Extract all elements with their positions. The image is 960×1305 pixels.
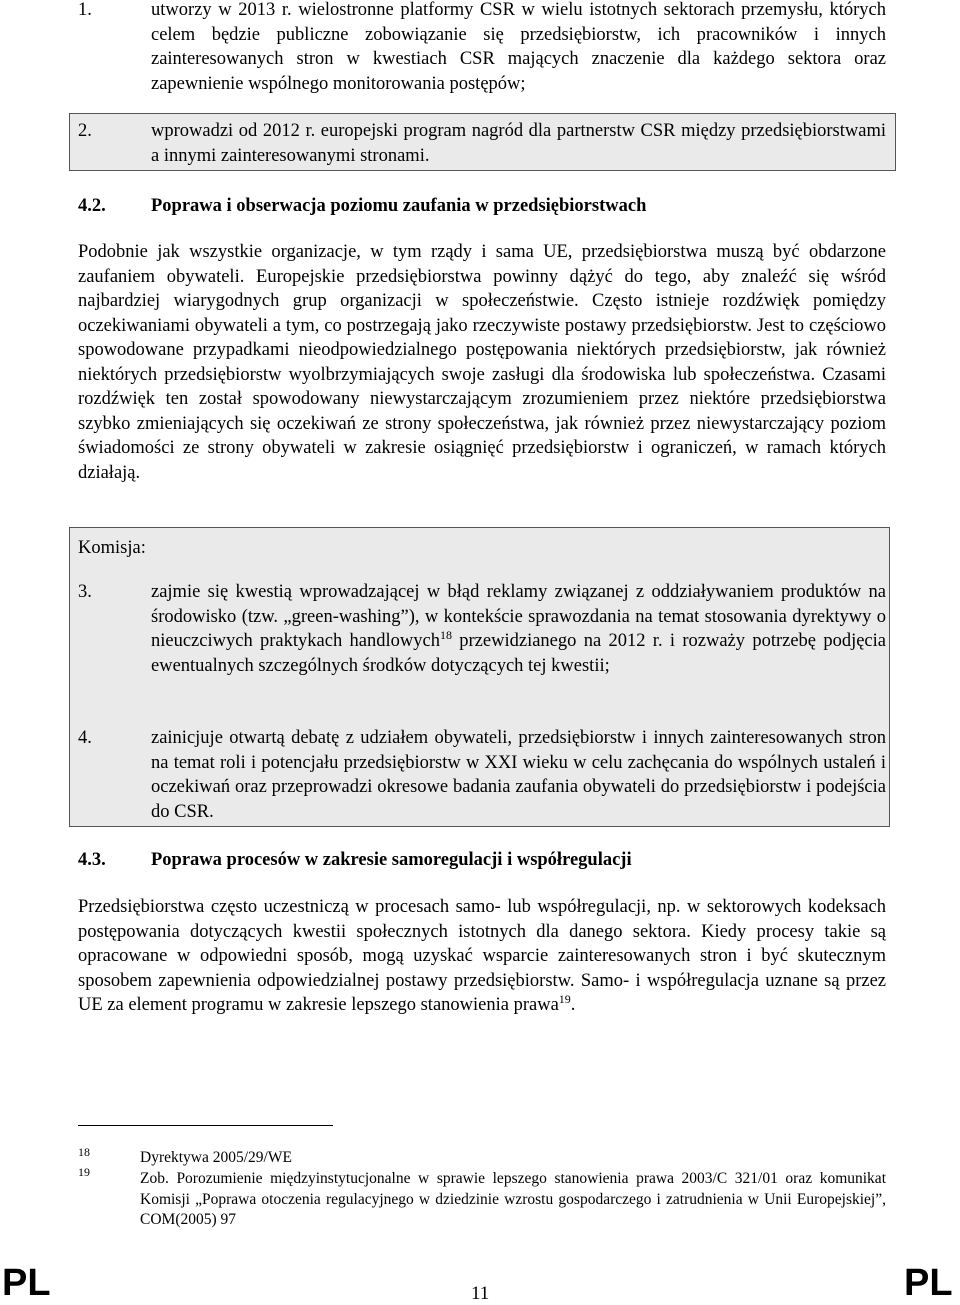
paragraph-4-2: Podobnie jak wszystkie organizacje, w tym rządy i sama UE, przedsiębiorstwa muszą być obdarzone zaufaniem obywateli. Europejskie przedsiębiorstwa powinny dążyć do tego, aby znaleźć się wśród najbardziej wiarygodnych grup organizacji w społeczeństwie. Często istnieje rozdźwięk pomiędzy oczekiwaniami obywateli a tym, co postrzegają jako rzeczywiste postawy przedsiębiorstw. Jest to częściowo spowodowane przypadkami nieodpowiedzialnego postępowania niektórych przedsiębiorstw, jak również niektórych przedsiębiorstw wyolbrzymiających swoje zasługi dla środowiska lub społeczeństwa. Czasami rozdźwięk ten został spowodowany niewystarczającym zrozumieniem przez niektóre przedsiębiorstwa szybko zmieniających się oczekiwań ze strony społeczeństwa, jak również przez niewystarczający poziom świadomości ze strony obywateli w zakresie osiągnięć przedsiębiorstw i ograniczeń, w ramach których działają. [78,242,886,483]
section-title: Poprawa i obserwacja poziomu zaufania w przedsiębiorstwach [151,196,647,216]
footer-language-left: PL [2,1262,51,1304]
section-number: 4.3. [78,850,106,870]
footnote-18-number: 18 [78,1145,90,1159]
commission-item-3 [78,580,886,705]
list-item-text: wprowadzi od 2012 r. europejski program nagród dla partnerstw CSR między przedsiębiorstwami a innymi zainteresowanymi stronami. [151,121,886,166]
paragraph-4-3: Przedsiębiorstwa często uczestniczą w procesach samo- lub współregulacji, np. w sektorowych kodeksach postępowania dotyczących kwestii społecznych istotnych dla danego sektora. Kiedy procesy takie są opracowane w odpowiedni sposób, mogą uzyskać wsparcie zainteresowanych stron i być skutecznym sposobem zapewnienia odpowiedzialnej postawy przedsiębiorstw. Samo- i współregulacja uznane są przez UE za element programu w zakresie lepszego stanowienia prawa$^{19}$. [78,897,886,1015]
list-item-2 [78,119,886,169]
footnote-ref-18[interactable]: 18 [439,628,452,642]
section-heading-4-3 [78,848,886,873]
list-item-number: 2. [78,121,92,141]
list-item-text: utworzy w 2013 r. wielostronne platformy CSR w wielu istotnych sektorach przemysłu, których celem będzie publiczne zobowiązanie się przedsiębiorstw, ich pracowników i innych zainteresowanych stron w kwestiach CSR mających znaczenie dla każdego sektora oraz zapewnienie wspólnego monitorowania postępów; [151,0,886,94]
footnote-separator [78,1125,333,1126]
page-number: 11 [471,1283,490,1304]
footnote-19-number: 19 [78,1165,90,1179]
section-number: 4.2. [78,196,106,216]
section-heading-4-2 [78,194,886,219]
commission-label: Komisja: [78,538,146,558]
section-title: Poprawa procesów w zakresie samoregulacji i współregulacji [151,850,632,870]
list-item-text: zajmie się kwestią wprowadzającej w błąd reklamy związanej z oddziaływaniem produktów na środowisko (tzw. „green-washing”), w kontekście sprawozdania na temat stosowania dyrektywy o nieuczciwych praktykach handlowych$^{18}$ przewidzianego na 2012 r. i rozważy potrzebę podjęcia ewentualnych szczególnych środków dotyczących tej kwestii; [151,582,886,676]
list-item-number: 3. [78,582,92,602]
footer-language-right: PL [904,1262,953,1304]
commission-item-4 [78,726,886,826]
footnote-19-text: Zob. Porozumienie międzyinstytucjonalne w sprawie lepszego stanowienia prawa 2003/C 321/01 oraz komunikat Komisji „Poprawa otoczenia regulacyjnego w dziedzinie wzrostu gospodarczego i zatrudnienia w Unii Europejskiej”, COM(2005) 97 [140,1170,886,1228]
list-item-number: 4. [78,728,92,748]
list-item-1 [78,0,886,98]
list-item-number: 1. [78,0,92,20]
footnote-ref-19[interactable]: 19 [558,992,571,1006]
list-item-text: zainicjuje otwartą debatę z udziałem obywateli, przedsiębiorstw i innych zainteresowanych stron na temat roli i potencjału przedsiębiorstw w XXI wieku w celu zachęcania do wspólnych ustaleń i oczekiwań oraz przeprowadzi okresowe badania zaufania obywateli do przedsiębiorstw i podejścia do CSR. [151,728,886,822]
footnote-18-text: Dyrektywa 2005/29/WE [140,1149,292,1166]
